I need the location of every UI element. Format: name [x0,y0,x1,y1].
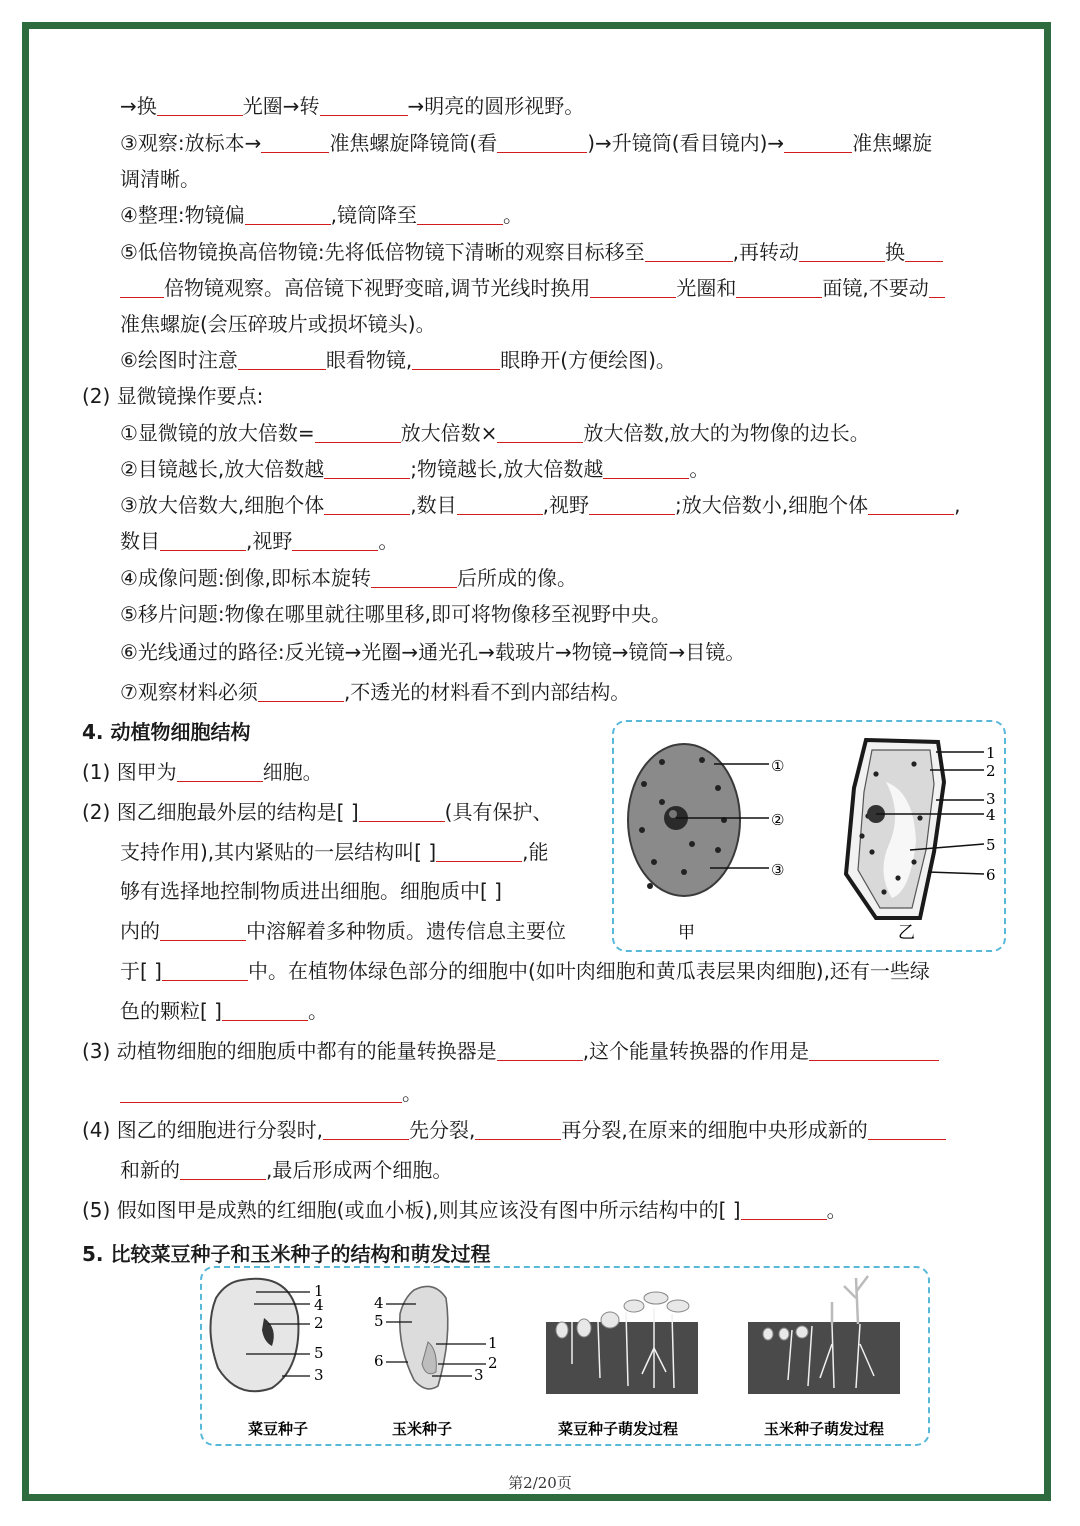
answer-blank[interactable] [120,277,164,298]
line-l8 [120,347,676,373]
text-segment: 4. 动植物细胞结构 [82,720,251,744]
seed-diagram [202,1268,928,1444]
answer-blank[interactable] [177,761,263,782]
text-segment: (2) 图乙细胞最外层的结构是[ ] [82,800,359,824]
text-segment: 色的颗粒[ ] [120,999,222,1023]
answer-blank[interactable] [160,920,246,941]
answer-blank[interactable] [315,422,401,443]
answer-blank[interactable] [417,204,503,225]
answer-blank[interactable] [160,530,246,551]
answer-blank[interactable] [324,458,410,479]
text-segment: ⑦观察材料必须 [120,680,258,704]
text-segment: 放大倍数× [400,421,498,445]
text-segment: ,视野 [542,493,590,517]
line-l3 [120,166,200,192]
text-segment: 倍物镜观察。高倍镜下视野变暗,调节光线时换用 [164,276,591,300]
text-segment: 调清晰。 [120,167,200,191]
answer-blank[interactable] [323,1119,409,1140]
text-segment: 和新的 [120,1158,180,1182]
line-l21 [120,839,548,865]
text-segment: ,不透光的材料看不到内部结构。 [343,680,631,704]
text-segment: 光圈和 [676,276,737,300]
answer-blank[interactable] [809,1040,939,1061]
answer-blank[interactable] [320,95,408,116]
text-segment: , [954,493,961,517]
text-segment: 眼看物镜, [325,348,413,372]
answer-blank[interactable] [412,349,500,370]
text-segment: 。 [826,1198,847,1222]
caption-corn-germination: 玉米种子萌发过程 [764,1420,885,1438]
text-segment: 光圈→转 [242,94,320,118]
corn-mark-2: 2 [488,1354,498,1372]
answer-blank[interactable] [868,494,954,515]
line-l7 [120,311,436,337]
answer-blank[interactable] [497,1040,583,1061]
text-segment: ④成像问题:倒像,即标本旋转 [120,566,372,590]
corn-mark-3: 3 [474,1366,484,1384]
answer-blank[interactable] [589,494,675,515]
yi-mark-3: 3 [986,790,996,808]
text-segment: →明亮的圆形视野。 [407,94,585,118]
text-segment: ①显微镜的放大倍数= [120,421,315,445]
line-l15 [120,601,671,627]
bean-mark-5: 5 [314,1344,324,1362]
text-segment: ,数目 [410,493,457,517]
answer-blank[interactable] [222,1000,308,1021]
answer-blank[interactable] [436,841,522,862]
text-segment: 。 [503,203,524,227]
jia-mark-1: ① [771,757,785,775]
answer-blank[interactable] [292,530,378,551]
text-segment: 眼睁开(方便绘图)。 [500,348,676,372]
text-segment: →换 [120,94,157,118]
text-segment: ⑤低倍物镜换高倍物镜:先将低倍物镜下清晰的观察目标移至 [120,240,645,264]
answer-blank[interactable] [603,458,689,479]
line-l14 [120,565,577,591]
line-l27 [120,1080,422,1106]
text-segment: 。 [307,999,328,1023]
line-l31 [82,1241,490,1267]
text-segment: ③放大倍数大,细胞个体 [120,493,325,517]
bean-seed-shape [210,1279,298,1392]
answer-blank[interactable] [868,1119,946,1140]
answer-blank[interactable] [258,681,344,702]
line-l20 [82,799,552,825]
line-l19 [82,759,323,785]
corn-mark-6: 6 [374,1352,384,1370]
text-segment: ;物镜越长,放大倍数越 [410,457,604,481]
line-l24 [120,958,930,984]
answer-blank[interactable] [245,204,331,225]
text-segment: 面镜,不要动 [822,276,929,300]
text-segment: 。 [402,1081,422,1105]
text-segment: ⑥光线通过的路径:反光镜→光圈→通光孔→载玻片→物镜→镜筒→目镜。 [120,640,746,664]
text-segment: (2) 显微镜操作要点: [82,384,264,408]
text-segment: 。 [378,529,399,553]
text-segment: (具有保护、 [444,800,553,824]
answer-blank[interactable] [359,801,445,822]
text-segment: 数目 [120,529,160,553]
line-l1 [120,93,584,119]
text-segment: ⑥绘图时注意 [120,348,238,372]
text-segment: 准焦螺旋(会压碎玻片或损坏镜头)。 [120,312,436,336]
yi-mark-4: 4 [986,806,996,824]
line-l9 [82,383,263,409]
answer-blank[interactable] [180,1159,266,1180]
answer-blank[interactable] [162,960,248,981]
line-l13 [120,528,398,554]
corn-mark-1: 1 [488,1334,498,1352]
text-segment: 换 [885,240,906,264]
line-l25 [120,998,328,1024]
yi-mark-2: 2 [986,762,996,780]
line-l10 [120,420,870,446]
yi-mark-5: 5 [986,836,996,854]
line-l23 [120,918,566,944]
answer-blank[interactable] [497,132,587,153]
answer-blank[interactable] [261,132,329,153]
jia-mark-2: ② [771,811,785,829]
text-segment: 准焦螺旋 [852,131,933,155]
bean-mark-1: 1 [314,1282,324,1300]
text-segment: (4) 图乙的细胞进行分裂时, [82,1118,324,1142]
text-segment: ,再转动 [732,240,800,264]
text-segment: 够有选择地控制物质进出细胞。细胞质中[ ] [120,879,502,903]
text-segment: ,视野 [246,529,293,553]
text-segment: 。 [689,457,710,481]
text-segment: 准焦螺旋降镜筒(看 [329,131,498,155]
answer-blank[interactable] [497,422,583,443]
text-segment: ③观察:放标本→ [120,131,262,155]
text-segment: (5) 假如图甲是成熟的红细胞(或血小板),则其应该没有图中所示结构中的[ ] [82,1198,741,1222]
bean-germination-soil [546,1322,698,1394]
text-segment: 5. 比较菜豆种子和玉米种子的结构和萌发过程 [82,1242,491,1266]
answer-blank[interactable] [929,277,945,298]
text-segment: )→升镜筒(看目镜内)→ [587,131,785,155]
label-yi: 乙 [898,923,915,943]
line-l30 [82,1197,847,1223]
text-segment: ;放大倍数小,细胞个体 [675,493,869,517]
line-l22 [120,878,502,904]
caption-bean-seed: 菜豆种子 [248,1420,309,1438]
text-segment: ,能 [522,840,549,864]
bean-mark-4: 4 [314,1296,324,1314]
line-l11 [120,456,709,482]
label-jia: 甲 [678,923,695,943]
text-segment: (1) 图甲为 [82,760,177,784]
text-segment: ,这个能量转换器的作用是 [582,1039,810,1063]
seed-figure-box [200,1266,930,1446]
line-l6 [120,275,945,301]
line-l16 [120,639,745,665]
text-segment: 后所成的像。 [457,566,578,590]
line-l12 [120,492,960,518]
caption-bean-germination: 菜豆种子萌发过程 [558,1420,679,1438]
text-segment: 支持作用),其内紧贴的一层结构叫[ ] [120,840,437,864]
answer-blank[interactable] [905,241,943,262]
text-segment: 放大倍数,放大的为物像的边长。 [583,421,870,445]
answer-blank[interactable] [475,1119,561,1140]
text-segment: 再分裂,在原来的细胞中央形成新的 [561,1118,868,1142]
line-l5 [120,239,943,265]
cell-diagram [614,722,1004,950]
answer-blank[interactable] [157,95,243,116]
yi-mark-6: 6 [986,866,996,884]
line-l28 [82,1117,946,1143]
answer-blank[interactable] [741,1199,827,1220]
line-l17 [120,679,630,705]
answer-blank[interactable] [784,132,852,153]
line-l18 [82,719,250,745]
answer-blank[interactable] [371,567,457,588]
text-segment: 中。在植物体绿色部分的细胞中(如叶肉细胞和黄瓜表层果肉细胞),还有一些绿 [247,959,930,983]
answer-blank[interactable] [120,1082,402,1103]
cell-figure-box [612,720,1006,952]
answer-blank[interactable] [457,494,543,515]
text-segment: 中溶解着多种物质。遗传信息主要位 [246,919,566,943]
line-l29 [120,1157,452,1183]
answer-blank[interactable] [590,277,676,298]
text-segment: (3) 动植物细胞的细胞质中都有的能量转换器是 [82,1039,497,1063]
bean-mark-3: 3 [314,1366,324,1384]
text-segment: ,最后形成两个细胞。 [266,1158,453,1182]
text-segment: 先分裂, [409,1118,476,1142]
text-segment: 内的 [120,919,160,943]
page-number: 第2/20页 [508,1474,572,1492]
answer-blank[interactable] [799,241,885,262]
line-l4 [120,202,523,228]
line-l26 [82,1038,939,1064]
answer-blank[interactable] [238,349,326,370]
text-segment: ④整理:物镜偏 [120,203,245,227]
text-segment: ,镜筒降至 [330,203,418,227]
text-segment: ②目镜越长,放大倍数越 [120,457,325,481]
corn-mark-5: 5 [374,1312,384,1330]
bean-mark-2: 2 [314,1314,324,1332]
text-segment: ⑤移片问题:物像在哪里就往哪里移,即可将物像移至视野中央。 [120,602,672,626]
answer-blank[interactable] [645,241,733,262]
text-segment: 细胞。 [262,760,323,784]
text-segment: 于[ ] [120,959,162,983]
yi-mark-1: 1 [986,744,996,762]
answer-blank[interactable] [324,494,410,515]
jia-mark-3: ③ [771,861,785,879]
line-l2 [120,130,932,156]
corn-mark-4: 4 [374,1294,384,1312]
answer-blank[interactable] [736,277,822,298]
caption-corn-seed: 玉米种子 [392,1420,453,1438]
corn-seed-shape [400,1286,448,1388]
